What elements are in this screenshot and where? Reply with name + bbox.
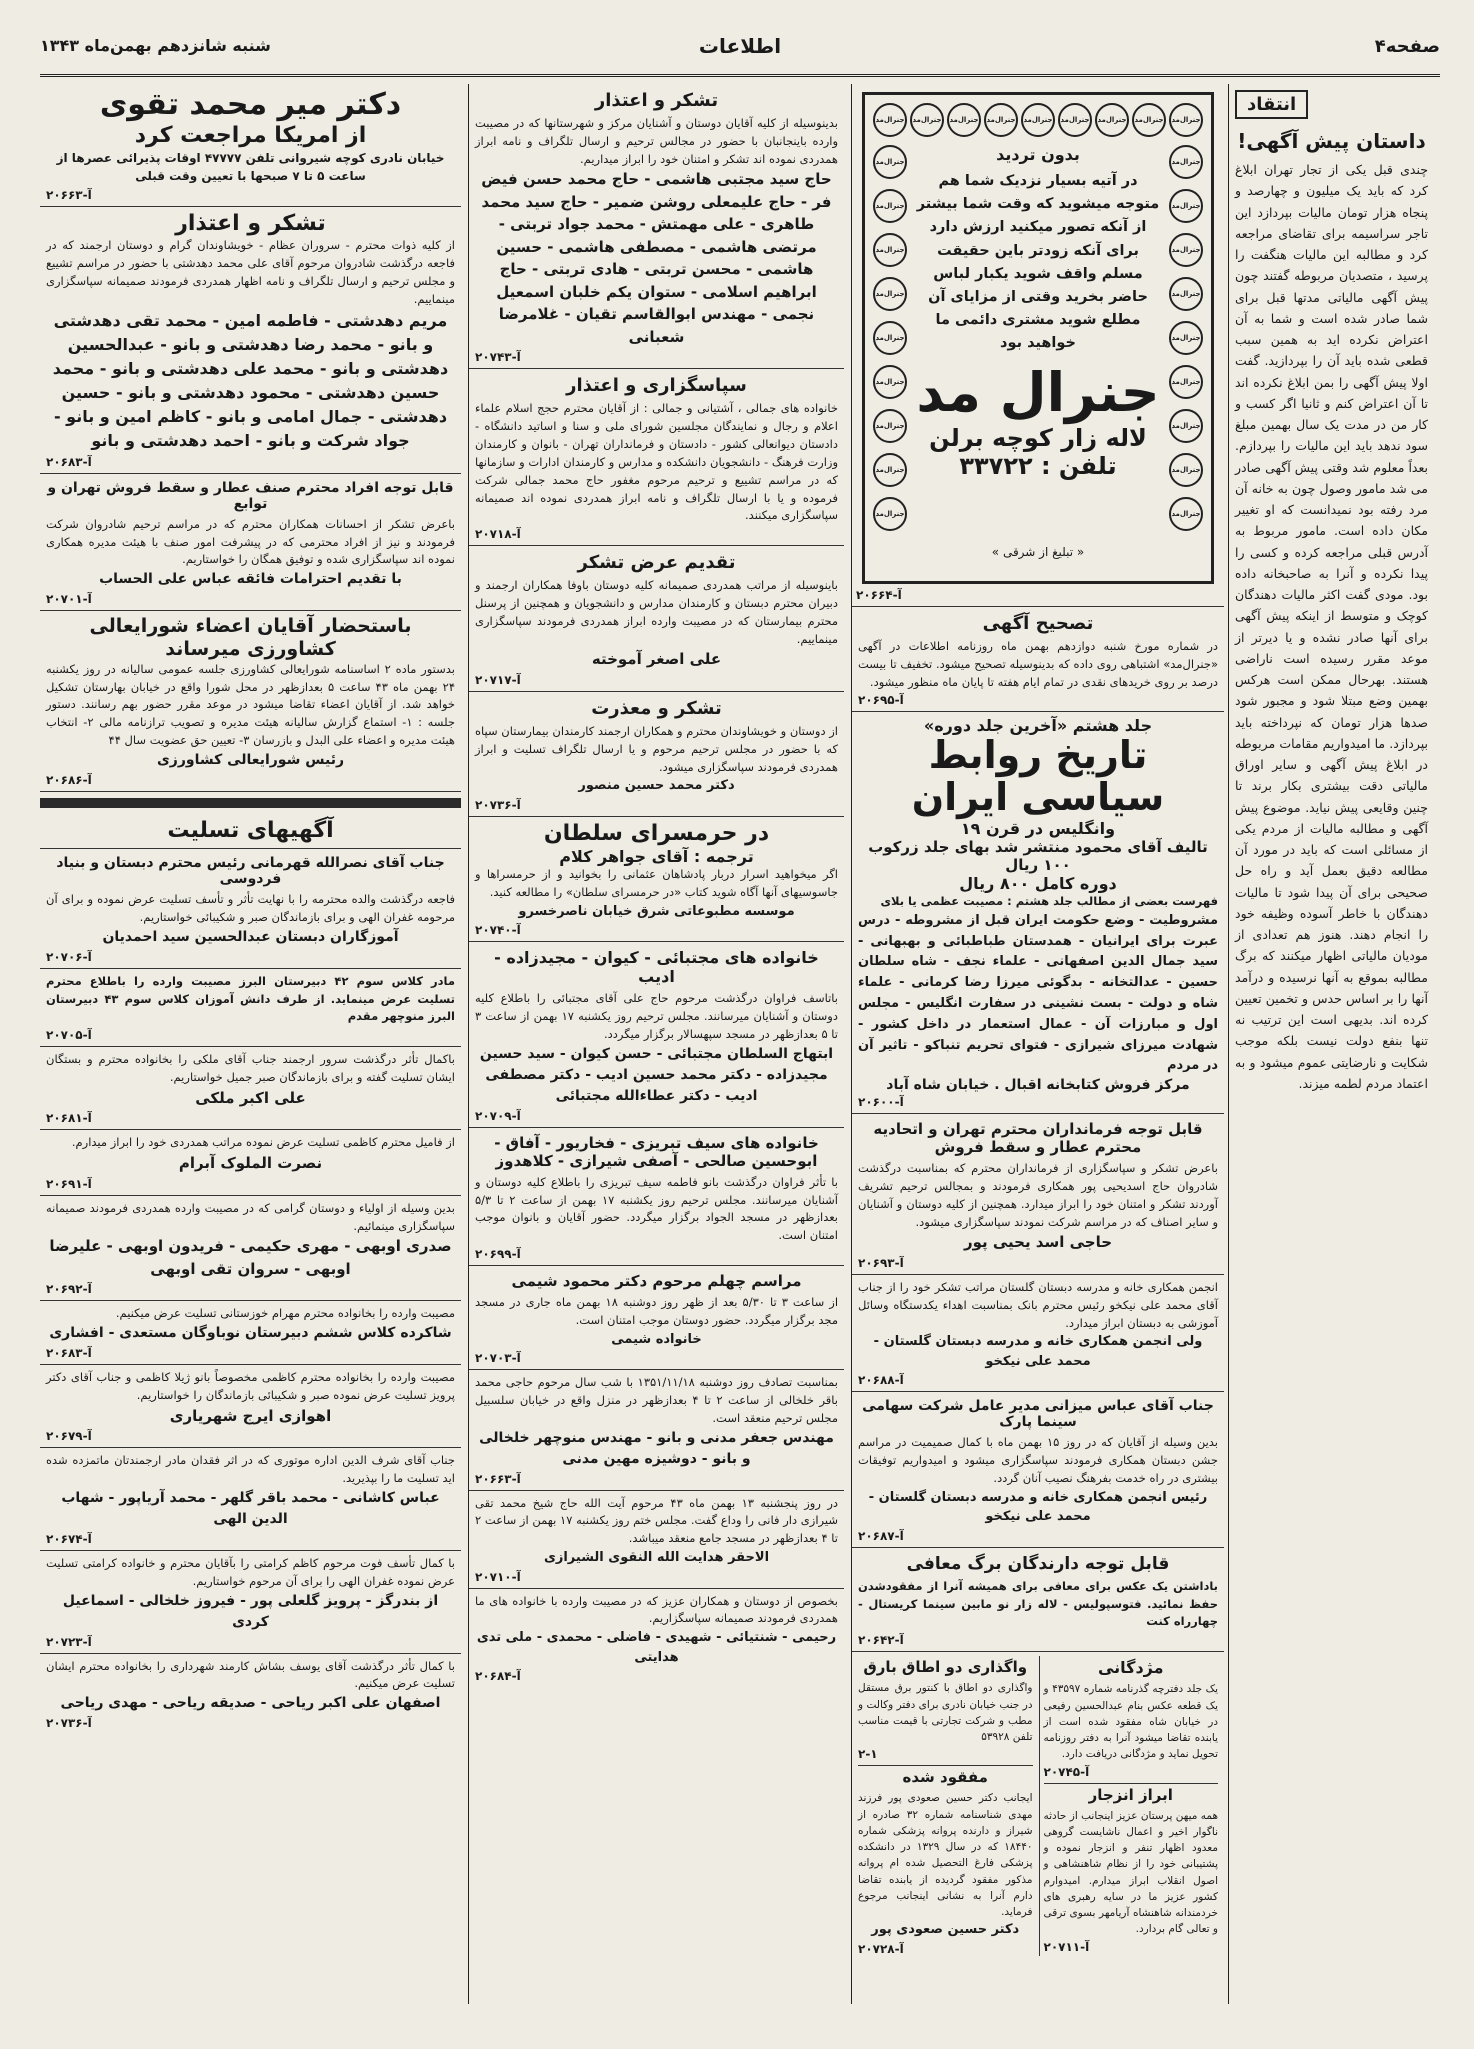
badge-icon: جنرال‌مد xyxy=(1169,409,1203,443)
memorial-notice xyxy=(469,1266,844,1370)
family-notice-2 xyxy=(469,1128,844,1266)
palace-author: ترجمه : آقای جواهر کلام xyxy=(559,847,754,867)
merchants-code: آ-۲۰۶۹۳ xyxy=(858,1255,904,1270)
lost-body: ایجانب دکتر حسین صعودی پور فرزند مهدی شناسنامه شماره ۳۲ صادره از شیراز و دارنده پروانه پزشکی شماره ۱۸۴۴۰ که در سال ۱۳۲۹ در دانشکده پزشکی فارغ التحصیل شده ام پروانه مذکور مفقود گردیده از یابنده تقاضا دارم آنرا به نشانی اینجانب مرجوع فرماید. xyxy=(858,1792,1033,1919)
cond1-title: جناب آقای نصرالله قهرمانی رئیس محترم دبستان و بنیاد فردوسی xyxy=(56,855,445,888)
doctor-name: دکتر میر محمد تقوی xyxy=(99,87,402,122)
merchants-sign: حاجی اسد یحیی پور xyxy=(963,1233,1113,1252)
book-set-price: دوره کامل ۸۰۰ ریال xyxy=(959,874,1117,894)
badge-icon: جنرال‌مد xyxy=(873,321,907,355)
cond3-body: باکمال تأثر درگذشت سرور ارجمند جناب آقای ملکی را بخانواده محترم و بستگان ایشان تسلیت گفته و برای بازماندگان صبر جمیل خواستاریم. xyxy=(46,1052,455,1085)
reward-code: آ-۲۰۷۴۵ xyxy=(1043,1764,1090,1779)
badge-icon: جنرال‌مد xyxy=(873,145,907,179)
cond8-body: جناب آقای شرف الدین اداره موتوری که در اثر فقدان مادر ارجمندتان ماتمزده شده اید تسلیت ما را بپذیرید. xyxy=(46,1453,455,1486)
badge-icon: جنرال‌مد xyxy=(873,277,907,311)
anniversary-body: بمناسبت تصادف روز دوشنبه ۱۳۵۱/۱۱/۱۸ با شب سال مرحوم حاجی محمد باقر خلخالی از ساعت ۲ تا ۴ بعدازظهر در منزل واقع در خیابان سلسبیل مجلس ترحیم منعقد است. xyxy=(475,1375,839,1425)
book-ad xyxy=(852,712,1224,1114)
thanks3-sign: علی اصغر آموخته xyxy=(591,650,722,669)
condolence-7 xyxy=(40,1365,461,1448)
rooms-title: واگذاری دو اطاق بارق xyxy=(863,1658,1028,1677)
badge-icon: جنرال‌مد xyxy=(1169,497,1203,531)
thanks1-title: تشکر و اعتذار xyxy=(594,90,719,111)
badge-icon: جنرال‌مد xyxy=(910,103,944,137)
school-sign: ولی انجمن همکاری خانه و مدرسه دبستان گلستان - محمد علی نیکخو xyxy=(873,1334,1203,1369)
badge-icon: جنرال‌مد xyxy=(873,233,907,267)
council-title: باستحضار آقایان اعضاء شورایعالی کشاورزی میرساند xyxy=(89,615,412,660)
thanks1-names: حاج سید مجتبی هاشمی - حاج محمد حسن فیض فر - حاج علیمعلی روشن ضمیر - حاج سید محمد طاهری - علی مهمتش - محمد جواد تربتی - مرتضی هاشمی - مصطفی هاشمی - حسین هاشمی - محسن تربتی - هادی تربتی - حاج ابراهیم اسلامی - ستوان یکم خلبان اسمعیل نجمی - مهندس ابوالقاسم تقیان - غلامرضا شعبانی xyxy=(481,170,832,346)
cinema-body: بدین وسیله از آقایان که در روز ۱۵ بهمن ماه با کمال صمیمیت در مراسم جشن دبستان همکاری فرمودند سپاسگزاری میشود و امیدواریم توفیقات بیشتری در راه خدمت بفرهنگ نصیب آنان گردد. xyxy=(858,1435,1219,1486)
divider xyxy=(1044,1783,1219,1784)
doctor-address: خیابان نادری کوچه شیروانی تلفن ۴۷۷۷۷ اوقات پذیرائی عصرها از ساعت ۵ تا ۷ صبحها با تعیین وقت قبلی xyxy=(56,150,445,184)
dehdashti-code: آ-۲۰۶۸۳ xyxy=(46,454,92,469)
condolence-banner-box xyxy=(40,814,461,849)
badge-icon: جنرال‌مد xyxy=(1169,453,1203,487)
protest-title: ابراز انزجار xyxy=(1088,1785,1173,1804)
ad-footer: « تبلیغ از شرقی » xyxy=(991,545,1085,559)
cond6-body: مصیبت وارده را بخانواده محترم مهرام خوزستانی تسلیت عرض میکنیم. xyxy=(115,1306,455,1321)
page-header xyxy=(40,30,1440,77)
cinema-title: جناب آقای عباس میزانی مدیر عامل شرکت سهامی سینما پارک xyxy=(862,1398,1214,1431)
book-title: تاریخ روابط سیاسی ایران xyxy=(911,733,1165,820)
cinema-notice xyxy=(852,1392,1224,1547)
family1-title: خانواده های مجتبائی - کیوان - مجیدزاده - ادیب xyxy=(494,948,819,987)
condolence-9 xyxy=(40,1551,461,1654)
condolence-5 xyxy=(40,1196,461,1302)
cond5-body: بدین وسیله از اولیاء و دوستان گرامی که در مصیبت وارده همدردی فرمودند صمیمانه سپاسگزاری مینمائیم. xyxy=(46,1200,455,1233)
thanks-notice-4 xyxy=(469,692,844,817)
thanks3-title: تقدیم عرض تشکر xyxy=(577,552,736,574)
memorial-body: از ساعت ۳ تا ۵/۳۰ بعد از ظهر روز دوشنبه ۱۸ بهمن ماه جاری در مسجد مجد برگزار میگردد. حضور دوستان موجب امتنان است. xyxy=(475,1295,839,1327)
badge-icon: جنرال‌مد xyxy=(1169,321,1203,355)
memorial-title: مراسم چهلم مرحوم دکتر محمود شیمی xyxy=(511,1272,802,1291)
palace-code: آ-۲۰۷۴۰ xyxy=(475,923,521,938)
cond2-code: آ-۲۰۷۰۵ xyxy=(46,1028,92,1043)
section-title: انتقاد xyxy=(1235,90,1308,119)
thanks5-names: رحیمی - شنتیائی - شهیدی - فاضلی - محمدی - ملی تدی هدایتی xyxy=(476,1630,837,1665)
thanks2-title: سپاسگزاری و اعتذار xyxy=(566,375,747,397)
reward-body: یک جلد دفترچه گذرنامه شماره ۴۳۵۹۷ و یک قطعه عکس بنام عبدالحسین رفیعی در خیابان شاه مفقود شده است از یابنده تقاضا میشود آنرا به دفتر روزنامه تحویل نماید و مژدگانی دریافت دارد. xyxy=(1043,1683,1218,1761)
merchants-body: باعرض تشکر و سپاسگزاری از فرمانداران محترم که بمناسبت درگذشت شادروان حاج اسدیحیی پور همکاری فرمودند و بمجالس ترحیم تشریف آوردند تشکر و امتنان خود را ابراز میدارد. همچنین از کلیه دوستان و آشنایان و سایر اصناف که در مراسم شرکت نمودند سپاسگزاری میشود. xyxy=(858,1161,1218,1229)
thanks4-body: از دوستان و خویشاوندان محترم و همکاران ارجمند کارمندان بیمارستان سپاه که با حضور در مجلس ترحیم مرحوم و یا ارسال تلگراف تسلیت و ابراز همدردی فرمودند سپاسگزاری میشود. xyxy=(475,723,838,774)
agri-council-notice xyxy=(40,611,461,792)
small-ads-right xyxy=(1039,1656,1219,1956)
family1-names: ابتهاج السلطان مجتبائی - حسن کیوان - سید حسین مجیدزاده - دکتر محمد حسین ادیب - دکتر مصطفی ادیب - دکتر عطاءالله مجتبائی xyxy=(479,1045,834,1104)
cinema-code: آ-۲۰۶۸۷ xyxy=(858,1528,904,1543)
exemption-title: قابل توجه دارندگان برگ معافی xyxy=(906,1553,1170,1574)
family2-body: با تأثر فراوان درگذشت بانو فاطمه سیف تبریزی را باطلاع کلیه دوستان و آشنایان میرسانند. مجلس ترحیم روز یکشنبه ۱۷ بهمن از ساعت ۲ تا ۵/۳ بعدازظهر در مسجد الجواد برگزار میگردد. حضور آقایان و بانوان موجب امتنان است. xyxy=(475,1174,839,1243)
cond9-names: از بندرگز - پرویز گلعلی پور - فیروز خلخالی - اسماعیل کردی xyxy=(62,1592,439,1630)
badge-icon: جنرال‌مد xyxy=(984,103,1018,137)
cond2-body: مادر کلاس سوم ۴۲ دبیرستان البرز مصیبت وارده را باطلاع محترم تسلیت عرض مینماید. از طرف دانش آموزان کلاس سوم ۴۳ دبیرستان البرز منوچهر مقدم xyxy=(46,973,455,1024)
cond4-code: آ-۲۰۶۹۱ xyxy=(46,1176,92,1191)
badge-icon: جنرال‌مد xyxy=(873,497,907,531)
obituary-body: در روز پنجشنبه ۱۳ بهمن ماه ۴۳ مرحوم آیت الله حاج شیخ محمد تقی شیرازی دار فانی را وداع گفت. مجلس ختم روز یکشنبه ۱۷ بهمن از ساعت ۲ تا ۴ بعدازظهر در مسجد جامع منعقد میباشد. xyxy=(475,1495,838,1546)
cond7-body: مصیبت وارده را بخانواده محترم کاظمی مخصوصاً بانو ژیلا کاظمی و جناب آقای دکتر پرویز تسلیت عرض نموده صبر و شکیبائی بازماندگان را خواستاریم. xyxy=(46,1370,455,1402)
doctor-ad xyxy=(40,84,461,207)
badge-icon: جنرال‌مد xyxy=(947,103,981,137)
protest-body: همه میهن پرستان عزیز اینجانب از حادثه ناگوار اخیر و اعمال ناشایست گروهی معدود اظهار تنفر و انزجار نموده و پشتیبانی خود را از نظام شاهنشاهی و اصول انقلاب ابراز میدارم. امیدوارم کشور عزیز ما در سایه رهبری های خردمندانه شاهنشاه آریامهر بسوی ترقی و تعالی گام بردارد. xyxy=(1043,1809,1218,1936)
cinema-sign: رئیس انجمن همکاری خانه و مدرسه دبستان گلستان - محمد علی نیکخو xyxy=(868,1489,1208,1525)
editorial-title: داستان پیش آگهی! xyxy=(1237,129,1426,153)
section-rule xyxy=(40,798,461,808)
badge-icon: جنرال‌مد xyxy=(1095,103,1129,137)
badge-icon: جنرال‌مد xyxy=(1169,233,1203,267)
badge-icon: جنرال‌مد xyxy=(873,365,907,399)
badge-icon: جنرال‌مد xyxy=(873,103,907,137)
badge-icon: جنرال‌مد xyxy=(1169,189,1203,223)
small-ads-left xyxy=(858,1656,1033,1956)
lost-title: مفقود شده xyxy=(902,1768,988,1787)
memorial-sign: خانواده شیمی xyxy=(611,1331,702,1347)
newspaper-name: اطلاعات xyxy=(698,34,782,58)
badge-icon: جنرال‌مد xyxy=(1169,103,1203,137)
thanks1-body: بدینوسیله از کلیه آقایان دوستان و آشنایان مرکز و شهرستانها که در مصیبت وارده باینجانبان با حضور در مجالس ترحیم و ارسال تلگراف و نامه ابراز همدردی نموده اند تشکر و امتنان خود را ابراز میداریم. xyxy=(475,116,838,166)
book-subtitle: وانگلیس در قرن ۱۹ xyxy=(960,819,1116,839)
dehdashti-title: تشکر و اعتذار xyxy=(175,211,326,237)
ad-copy: در آتیه بسیار نزدیک شما هم متوجه میشوید که وقت شما بیشتر از آنکه تصور میکنید ارزش دارد برای آنکه زودتر باین حقیقت مسلم واقف شوید یکبار لباس حاضر بخرید وقتی از مزایای آن مطلع شوید مشتری دائمی ما خواهید بود xyxy=(916,173,1160,352)
cond6-code: آ-۲۰۶۸۳ xyxy=(46,1346,92,1361)
thanks1-code: آ-۲۰۷۴۳ xyxy=(475,350,521,365)
cond10-code: آ-۲۰۷۳۶ xyxy=(46,1716,92,1731)
school-code: آ-۲۰۶۸۸ xyxy=(858,1373,904,1388)
family1-body: باتاسف فراوان درگذشت مرحوم حاج علی آقای مجتبائی را باطلاع کلیه دوستان و آشنایان میرسانند. مجلس ترحیم روز یکشنبه ۱۷ بهمن از ساعت ۳ تا ۵ بعدازظهر در مسجد سپهسالار برگزار میگردد. xyxy=(475,991,838,1041)
column-4 xyxy=(40,84,461,2004)
correction-code: آ-۲۰۶۹۵ xyxy=(858,693,904,708)
palace-publisher: موسسه مطبوعاتی شرق خیابان ناصرخسرو xyxy=(518,903,795,919)
cond7-code: آ-۲۰۶۷۹ xyxy=(46,1429,92,1444)
school-body: انجمن همکاری خانه و مدرسه دبستان گلستان مراتب تشکر خود را از جناب آقای محمد علی نیکخو رئیس محترم بانک بمناسبت اهداء یکدستگاه وسائل آموزشی به دبستان ابراز میدارد. xyxy=(858,1279,1218,1330)
condolence-10 xyxy=(40,1654,461,1735)
obituary-notice xyxy=(469,1491,844,1589)
guild-sign: با تقدیم احترامات فائقه عباس علی الحساب xyxy=(99,571,402,588)
page-number: صفحه۴ xyxy=(1374,36,1440,57)
exemption-body: باداشتن یک عکس برای معافی برای همیشه آنرا از مفقودشدن حفظ نمائید. فتوسپولیس - لاله زار نو مابین سینما کریستال - چهارراه کنت xyxy=(858,1578,1218,1629)
cond1-body: فاجعه درگذشت والده محترمه را با نهایت تأثر و تأسف تسلیت عرض نموده و برای آن مرحومه غفران الهی و برای بازماندگان صبر و شکیبائی خواستاریم. xyxy=(46,892,455,925)
condolence-1 xyxy=(40,849,461,969)
editorial-body: چندی قبل یکی از تجار تهران ابلاغ کرد که باید یک میلیون و چهارصد و پنجاه هزار تومان مالیات بپردازد این تاجر سراسیمه برای تقاضای مراجعه کرد و مطالبه این مالیات هنگفت را پرسید ، متصدیان مربوطه گفتند چون پیش آگهی مالیاتی مدتها قبل برای شما صادر شده است و شما به آن اعتراض نکرده اید به همین سبب قطعی شده باید آن را بپردازید. گفت اولا پیش آگهی را بمن ابلاغ نکرده اند تا آن اعتراض کنم و ثانیا اگر کسب و کار من در مدت یک سال بهمین مبلغ سود ندهد باید این مالیات را بپردازم. بعداً معلوم شد وقتی پیش آگهی صادر می شد مامور وصول چون به خانه آن مرد رفته بود نمیدانست که او تغییر مکان داده است. مامور مربوط به آدرس قبلی مراجعه کرده و کسی را پیدا نکرده و آنرا به صاحبخانه داده بود. مودی گفت اکثر مالیات دهندگان کوچک و متوسط از اینکه پیش آگهی برای آنها صادر نشده و یا دیرتر از موعد مقرر رسیده است ناراضی هستند. بهرحال ممکن است هرکس بهمین وضع مبتلا شود و مجبور شود صدها هزار تومان که نپرداخته باید بپردازد. ما امیدواریم مقامات مربوطه در ابلاغ پیش آگهی و سایر اوراق مالیاتی دقت بیشتری بکار برند تا چنین وقایعی پیش نیاید. موضوع پیش آگهی و مطالبه مالیات از مردم یکی از مسائلی است که باید در مورد آن مطالعه دقیق بعمل آید و راه حل صحیحی برای آن پیدا شود تا مالیات دهندگان با خاطر آسوده وظیفه خود را انجام دهند. هنوز هم تعدادی از مودیان مالیاتی اظهار میکنند که برگ مطالبه بموقع به آنها نرسیده و درآمد آنها را بر اساس حدس و تخمین تعیین کرده اند. بدیهی است این ترتیب نه تنها بنفع دولت نیست بلکه موجب شکایت و نارضایتی عموم میشود و به اعتماد مردم لطمه میزند. xyxy=(1235,162,1428,1091)
ad-badge-col-right xyxy=(1169,145,1203,531)
council-sign: رئیس شورایعالی کشاورزی xyxy=(156,751,345,768)
condolence-6 xyxy=(40,1301,461,1365)
badge-icon: جنرال‌مد xyxy=(873,409,907,443)
ad-headline: بدون تردید xyxy=(996,145,1080,164)
cond4-sign: نصرت الملوک آبرام xyxy=(178,1154,323,1173)
cond4-body: از فامیل محترم کاظمی تسلیت عرض نموده مراتب همدردی خود را ابراز میدارم. xyxy=(71,1135,455,1150)
editorial-column xyxy=(1228,84,1434,2004)
cond7-sign: اهوازی ایرج شهریاری xyxy=(169,1406,332,1425)
anniversary-names: مهندس جعفر مدنی و بانو - مهندس منوچهر خلخالی و بانو - دوشیزه مهین مدنی xyxy=(479,1429,834,1467)
obituary-sign: الاحقر هدایت الله النقوی الشیرازی xyxy=(543,1550,770,1566)
guild-title: قابل توجه افراد محترم صنف عطار و سقط فروش تهران و توابع xyxy=(47,479,454,512)
dehdashti-body: از کلیه ذوات محترم - سروران عظام - خویشاوندان گرام و دوستان ارجمند که در فاجعه درگذشت شادروان مرحوم آقای علی محمد دهدشتی با حضور در مراسم تشییع و مجلس ترحیم و ارسال تلگراف و نامه اظهار همدردی فرمودند صمیمانه سپاسگزاری مینماییم. xyxy=(46,238,455,306)
thanks-notice-1 xyxy=(469,84,844,369)
cond1-sign: آموزگاران دبستان عبدالحسین سید احمدیان xyxy=(102,928,399,945)
dehdashti-names: مریم دهدشتی - فاطمه امین - محمد تقی دهدشتی و بانو - محمد رضا دهدشتی و بانو - عبدالحسین دهدشتی و بانو - محمد علی دهدشتی و بانو - محمد حسین دهدشتی - محمود دهدشتی و بانو - حسین دهدشتی - جمال امامی و بانو - کاظم امین و بانو - جواد شرکت و بانو - احمد دهدشتی و بانو xyxy=(52,310,449,450)
thanks4-sign: دکتر محمد حسین منصور xyxy=(578,778,735,794)
thanks5-code: آ-۲۰۶۸۴ xyxy=(475,1669,521,1684)
anniversary-code: آ-۲۰۶۶۳ xyxy=(475,1471,521,1486)
family2-title: خانواده های سیف تبریزی - فخاریور - آفاق - ابوحسین صالحی - آصفی شیرازی - کلاهدوز xyxy=(494,1133,819,1170)
cond9-body: با کمال تأسف فوت مرحوم کاظم کرامتی را بآقایان محترم و خانواده کرامتی تسلیت عرض نموده غفران الهی را برای آن مرحوم خواستاریم. xyxy=(46,1555,455,1588)
correction-body: در شماره مورخ شنبه دوازدهم بهمن ماه روزنامه اطلاعات در آگهی «جنرال‌مد» اشتباهی روی داده که بدینوسیله تصحیح میشود. تخفیف تا بیست درصد بر روی خریدهای نقدی در تمام ایام هفته تا پایان ماه منظور میشود. xyxy=(858,639,1218,689)
guild-body: باعرض تشکر از احسانات همکاران محترم که در مراسم ترحیم شادروان شرکت فرمودند و نیز از افراد محترمی که در پیشرفت امور صنف با هیئت مدیره همکاری نموده اند سپاسگزاری شده و توفیق همگان را خواستاریم. xyxy=(46,516,455,567)
cond8-names: عباس کاشانی - محمد باقر گلهر - محمد آریاپور - شهاب الدین الهی xyxy=(61,1489,440,1527)
thanks4-title: تشکر و معذرت xyxy=(591,697,722,719)
merchants-title: قابل توجه فرمانداران محترم تهران و اتحادیه محترم عطار و سقط فروش xyxy=(873,1120,1203,1157)
cond9-code: آ-۲۰۷۲۳ xyxy=(46,1634,92,1649)
council-code: آ-۲۰۶۸۶ xyxy=(46,772,92,787)
thanks5-body: بخصوص از دوستان و همکاران عزیز که در مصیبت وارده با خانواده های ما همدردی فرمودند صمیمانه سپاسگزاریم. xyxy=(475,1593,838,1626)
palace-body: اگر میخواهید اسرار دربار پادشاهان عثمانی را بخوانید و از حرمسراها و جاسوسیهای آنها آگاه شوید کتاب «در حرمسرای سلطان» را مطالعه کنید. xyxy=(475,867,838,900)
exemption-notice xyxy=(852,1548,1224,1652)
book-code: آ-۲۰۶۰۰ xyxy=(858,1095,904,1110)
doctor-subtitle: از امریکا مراجعت کرد xyxy=(134,122,367,148)
small-ads-grid xyxy=(852,1652,1224,1960)
badge-icon: جنرال‌مد xyxy=(1132,103,1166,137)
book-kicker: جلد هشتم «آخرین جلد دوره» xyxy=(923,716,1153,736)
cond8-code: آ-۲۰۶۷۴ xyxy=(46,1531,92,1546)
ad-address: لاله زار کوچه برلن xyxy=(929,423,1147,452)
cond3-sign: علی اکبر ملکی xyxy=(195,1088,306,1107)
condolence-8 xyxy=(40,1448,461,1551)
condolence-2 xyxy=(40,969,461,1047)
general-mod-ad xyxy=(852,84,1224,607)
condolence-banner: آگهیهای تسلیت xyxy=(167,817,334,843)
dehdashti-thanks xyxy=(40,207,461,474)
doctor-code: آ-۲۰۶۶۳ xyxy=(46,188,92,203)
badge-icon: جنرال‌مد xyxy=(1021,103,1055,137)
thanks3-body: باینوسیله از مراتب همدردی صمیمانه کلیه دوستان باوفا همکاران ارجمند و دبیران محترم دبستان و کارمندان مدارس و دانشجویان و همچنین از پرسنل محترم بیمارستان که در مصیبت وارده ابراز همدردی فرمودند سپاسگزاری مینماییم. xyxy=(475,578,838,646)
lost-sign: دکتر حسین صعودی پور xyxy=(871,1922,1020,1938)
thanks2-body: خانواده های جمالی ، آشتیانی و جمالی : از آقایان محترم حجج اسلام علماء اعلام و رجال و نمایندگان مجلسین شورای ملی و سنا و اساتید دانشگاه - دادستان دیوانعالی کشور - دادستان و فرمانداران تهران - بانوان و کارمندان وزارت فرهنگ - دانشجویان دانشکده و مدارس و کارمندان ادارات و سازمانها که در مراسم تشییع و ترحیم مرحوم مغفور حاج محمد جمالی شرکت فرموده و یا با ارسال تلگراف و نامه ابراز همدردی نموده اند صمیمانه سپاسگزاری میکنند. xyxy=(475,401,838,523)
divider xyxy=(858,1765,1033,1766)
rooms-body: واگذاری دو اطاق با کنتور برق مستقل در جنب خیابان نادری برای دفتر وکالت و مطب و شرکت تجارتی با قیمت مناسب تلفن ۵۳۹۲۸ xyxy=(858,1682,1033,1744)
cond5-code: آ-۲۰۶۹۲ xyxy=(46,1282,92,1297)
guild-notice xyxy=(40,474,461,611)
condolence-3 xyxy=(40,1047,461,1130)
family2-code: آ-۲۰۶۹۹ xyxy=(475,1247,521,1262)
badge-icon: جنرال‌مد xyxy=(1169,277,1203,311)
book-author-price: تالیف آقای محمود منتشر شد بهای جلد زرکوب ۱۰۰ ریال xyxy=(868,838,1208,875)
ad-content xyxy=(915,145,1161,521)
merchants-notice xyxy=(852,1114,1224,1275)
cond10-body: با کمال تأثر درگذشت آقای یوسف بشاش کارمند شهرداری را بخانواده محترم ایشان تسلیت عرض میکنیم. xyxy=(46,1658,455,1691)
correction-title: تصحیح آگهی xyxy=(982,613,1094,634)
condolence-4 xyxy=(40,1130,461,1195)
ad-ornate-frame xyxy=(862,92,1214,584)
palace-title: در حرمسرای سلطان xyxy=(543,820,770,846)
ad-badge-row-top xyxy=(873,103,1203,137)
thanks2-code: آ-۲۰۷۱۸ xyxy=(475,527,521,542)
council-body: بدستور ماده ۲ اساسنامه شورایعالی کشاورزی جلسه عمومی سالیانه در روز یکشنبه ۲۴ بهمن ماه ۴۳ ساعت ۵ بعدازظهر در محل شورا واقع در خیابان بهارستان تشکیل خواهد شد. از آقایان اعضاء تقاضا میشود در موعد مقرر حضور بهم رسانند. دستور جلسه : ۱- استماع گزارش سالیانه هیئت مدیره و تصویب ترازنامه مالی ۲- انتخاب هیئت مدیره و اعضاء علی البدل و بازرسان ۳- تعیین حق عضویت سال ۴۴ xyxy=(46,661,456,747)
family1-code: آ-۲۰۷۰۹ xyxy=(475,1108,521,1123)
cond10-names: اصفهان علی اکبر ریاحی - صدیقه ریاحی - مهدی ریاحی xyxy=(60,1695,441,1712)
ad-phone: تلفن : ۳۳۷۲۲ xyxy=(959,451,1117,480)
badge-icon: جنرال‌مد xyxy=(1058,103,1092,137)
family-notice-1 xyxy=(469,942,844,1127)
cond3-code: آ-۲۰۶۸۱ xyxy=(46,1111,92,1126)
issue-date: شنبه شانزدهم بهمن‌ماه ۱۳۴۳ xyxy=(40,36,271,55)
badge-icon: جنرال‌مد xyxy=(1169,145,1203,179)
obituary-code: آ-۲۰۷۱۰ xyxy=(475,1569,521,1584)
thanks-notice-3 xyxy=(469,546,844,692)
badge-icon: جنرال‌مد xyxy=(1169,365,1203,399)
ad-code: آ-۲۰۶۶۴ xyxy=(856,588,902,602)
lost-code: آ-۲۰۷۲۸ xyxy=(858,1941,904,1956)
badge-icon: جنرال‌مد xyxy=(873,453,907,487)
book-toc: مشروطیت - وضع حکومت ایران قبل از مشروطه - درس عبرت برای ایرانیان - همدستان طباطبائی و بهبهانی - سید جمال الدین اصفهانی - علماء نجف - شاه سلطان حسین - عدالتخانه - بدگوئی میرزا رضا کرمانی - علماء شاه و دولت - بست نشینی در سفارت انگلیس - مجلس اول و مبارزات آن - عمال استعمار در داخل کشور - شهادت میرزای شیرازی - فتوای تحریم تنباکو - تاثیر آن در مردم xyxy=(858,912,1218,1074)
reward-title: مژدگانی xyxy=(1097,1658,1164,1678)
thanks3-code: آ-۲۰۷۱۷ xyxy=(475,672,521,687)
column-2 xyxy=(851,84,1224,2004)
exemption-code: آ-۲۰۶۴۲ xyxy=(858,1633,904,1648)
anniversary-notice xyxy=(469,1370,844,1490)
guild-code: آ-۲۰۷۰۱ xyxy=(46,592,92,607)
ad-brand: جنرال مد xyxy=(916,360,1160,424)
rooms-code: ۲-۱ xyxy=(858,1747,878,1762)
school-notice xyxy=(852,1275,1224,1392)
thanks-notice-5 xyxy=(469,1589,844,1688)
book-publisher: مرکز فروش کتابخانه اقبال . خیابان شاه آباد xyxy=(886,1077,1190,1094)
thanks4-code: آ-۲۰۷۳۶ xyxy=(475,797,521,812)
badge-icon: جنرال‌مد xyxy=(873,189,907,223)
cond5-names: صدری اوبهی - مهری حکیمی - فریدون اوبهی - علیرضا اوبهی - سروان تقی اوبهی xyxy=(49,1237,452,1278)
thanks-notice-2 xyxy=(469,369,844,546)
cond6-names: شاکرده کلاس ششم دبیرستان نوباوگان مستعدی - افشاری xyxy=(49,1325,452,1342)
memorial-code: آ-۲۰۷۰۳ xyxy=(475,1351,521,1366)
cond1-code: آ-۲۰۷۰۶ xyxy=(46,949,92,964)
book-toc-heading: فهرست بعضی از مطالب جلد هشتم : مصیبت عظمی یا بلای xyxy=(880,894,1218,909)
palace-book-ad xyxy=(469,817,844,943)
correction-notice xyxy=(852,607,1224,712)
protest-code: آ-۲۰۷۱۱ xyxy=(1043,1939,1090,1954)
column-3 xyxy=(468,84,844,2004)
ad-badge-col-left xyxy=(873,145,907,531)
